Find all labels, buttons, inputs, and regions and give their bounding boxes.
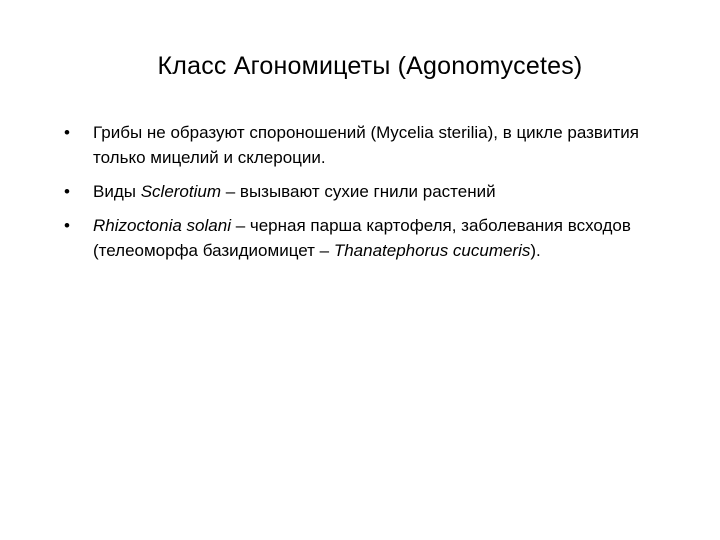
bullet-text: – черная парша картофеля, заболевания всходов (телеоморфа базидиомицет – bbox=[93, 216, 631, 260]
bullet-text: Виды bbox=[93, 182, 141, 201]
bullet-item-1 bbox=[62, 120, 682, 170]
bullet-list bbox=[62, 120, 682, 272]
bullet-text: ). bbox=[530, 241, 541, 260]
bullet-dot-icon: • bbox=[64, 123, 70, 142]
species-name: Rhizoctonia solani bbox=[93, 216, 231, 235]
bullet-text: Грибы не образуют спороношений (Mycelia sterilia), в цикле развития только мицелий и склероции. bbox=[93, 123, 639, 167]
bullet-text: – вызывают сухие гнили растений bbox=[221, 182, 496, 201]
genus-name: Sclerotium bbox=[140, 182, 222, 201]
bullet-item-2 bbox=[62, 179, 682, 204]
bullet-item-3 bbox=[62, 213, 682, 263]
teleomorph-name: Thanatephorus cucumeris bbox=[333, 241, 531, 260]
bullet-dot-icon: • bbox=[64, 182, 70, 201]
slide-title: Класс Агономицеты (Agonomycetes) bbox=[157, 52, 583, 80]
bullet-dot-icon: • bbox=[64, 216, 70, 235]
